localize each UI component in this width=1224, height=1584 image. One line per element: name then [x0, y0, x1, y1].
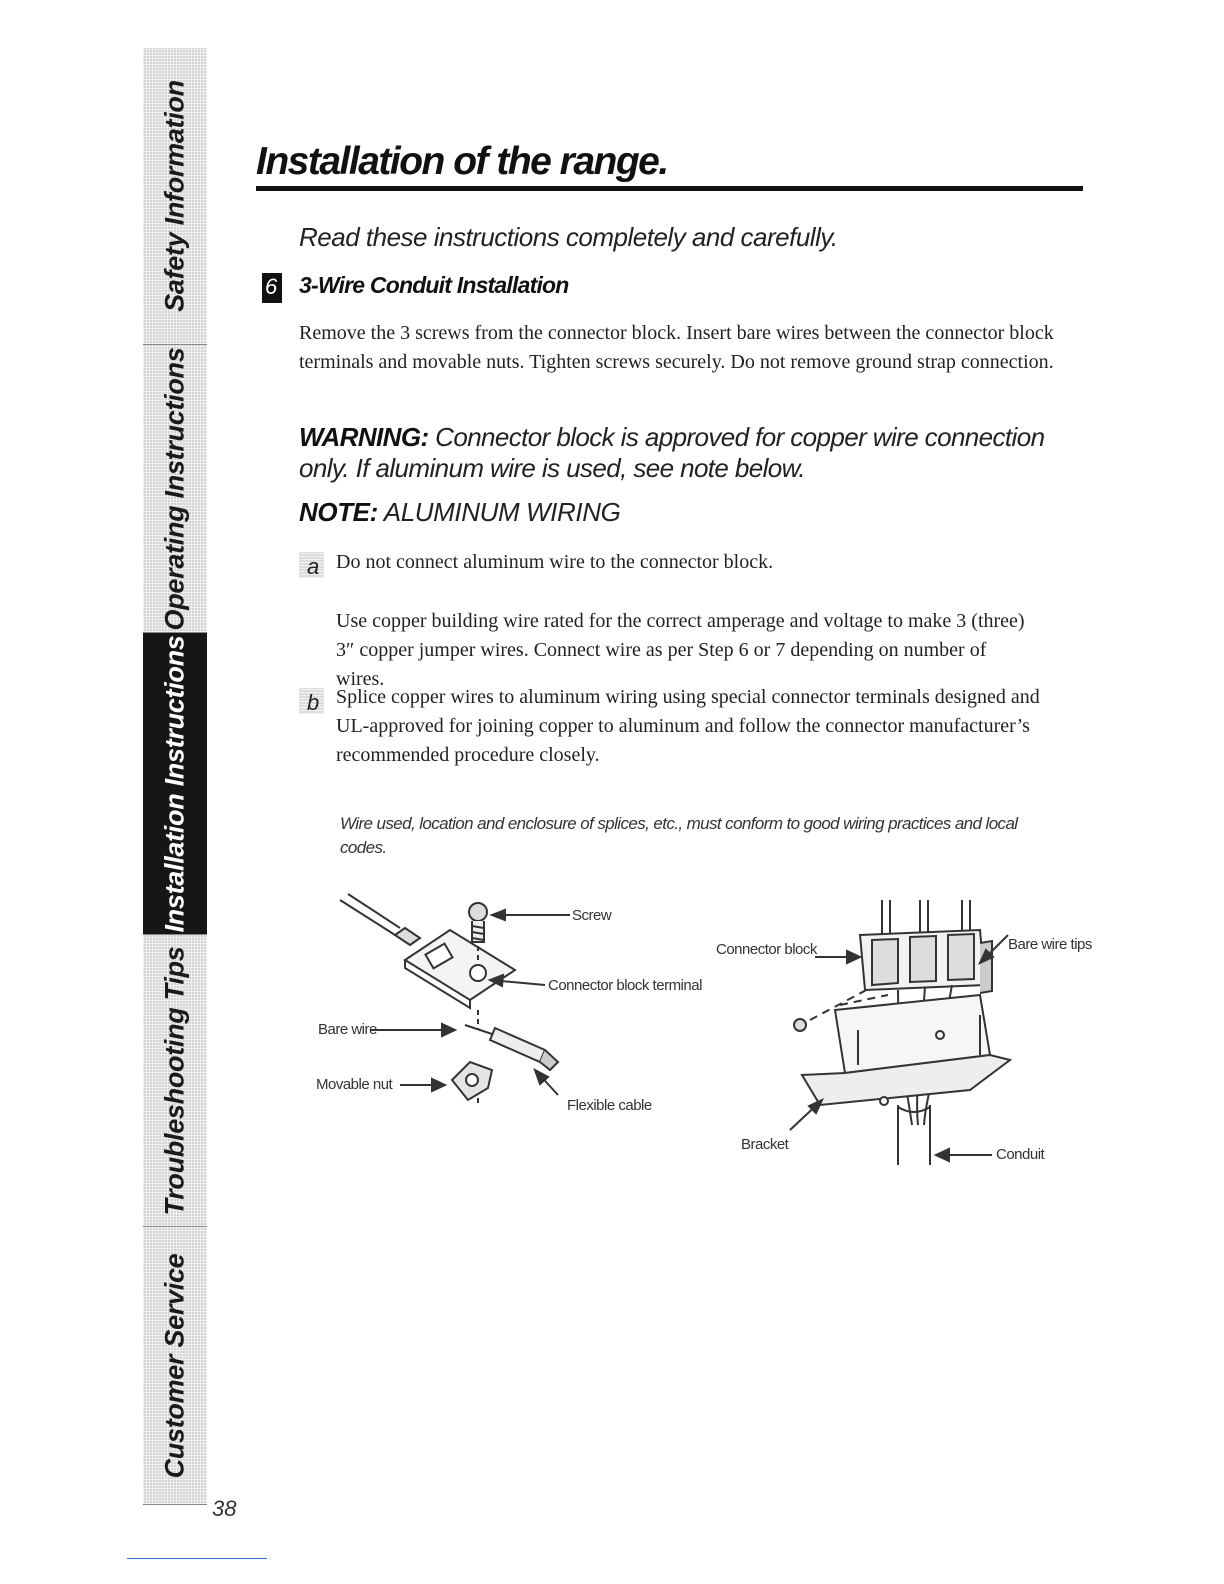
tab-safety-information[interactable] [143, 48, 207, 345]
step-number: 6 [265, 274, 278, 299]
step-heading: 3-Wire Conduit Installation [299, 272, 569, 298]
conduit-bracket-diagram [780, 895, 1020, 1170]
label-conduit: Conduit [996, 1146, 1045, 1163]
tab-label: Customer Service [159, 1253, 190, 1478]
wiring-codes-footnote: Wire used, location and enclosure of splices, etc., must conform to good wiring practices and local codes. [340, 814, 1018, 857]
label-connector-block-terminal: Connector block terminal [548, 977, 702, 994]
label-connector-block: Connector block [716, 941, 817, 958]
note-text: ALUMINUM WIRING [383, 497, 621, 527]
tab-troubleshooting-tips[interactable] [143, 935, 207, 1227]
substep-a-text: Do not connect aluminum wire to the connector block. [336, 551, 774, 573]
note-label: NOTE: [299, 497, 378, 527]
page-title: Installation of the range. [256, 140, 668, 183]
label-screw: Screw [572, 907, 612, 924]
tab-installation-instructions[interactable] [143, 633, 207, 935]
tab-label: Troubleshooting Tips [159, 946, 190, 1215]
warning-label: WARNING: [299, 422, 429, 452]
warning-text: Connector block is approved for copper wire connection only. If aluminum wire is used, see note below. [299, 422, 1045, 483]
label-bare-wire-tips: Bare wire tips [1008, 936, 1092, 953]
tab-label: Installation Instructions [159, 634, 190, 933]
step-body: Remove the 3 screws from the connector block. Insert bare wires between the connector block terminals and movable nuts. Tighten screws securely. Do not remove ground strap connection. [299, 322, 1054, 373]
substep-badge-b [299, 688, 324, 714]
label-bracket: Bracket [741, 1136, 789, 1153]
substep-letter: b [307, 690, 320, 715]
read-instructions-note: Read these instructions completely and carefully. [299, 222, 838, 252]
section-tabs [143, 48, 207, 1504]
page-number: 38 [212, 1496, 237, 1521]
tab-customer-service[interactable] [143, 1227, 207, 1505]
tab-operating-instructions[interactable] [143, 345, 207, 633]
substep-b-text: Splice copper wires to aluminum wiring using special connector terminals designed and UL-approved for joining copper to aluminum and follow the connector manufacturer’s recommended procedure closely. [336, 686, 1040, 766]
connector-terminal-diagram [300, 890, 680, 1130]
tab-label: Operating Instructions [159, 347, 190, 630]
label-movable-nut: Movable nut [316, 1076, 393, 1093]
substep-badge-a [299, 552, 324, 578]
substep-letter: a [307, 554, 320, 579]
warning-callout [299, 422, 1079, 484]
label-flexible-cable: Flexible cable [567, 1097, 652, 1114]
copper-jumper-paragraph: Use copper building wire rated for the correct amperage and voltage to make 3 (three) 3″ copper jumper wires. Connect wire as per Step 6 or 7 depending on number of wires. [336, 610, 1025, 690]
divider [127, 1558, 267, 1559]
title-divider [256, 186, 1083, 191]
label-bare-wire: Bare wire [318, 1021, 377, 1038]
tab-label: Safety Information [159, 80, 190, 312]
note-heading [299, 497, 620, 528]
step-number-badge [262, 273, 282, 303]
